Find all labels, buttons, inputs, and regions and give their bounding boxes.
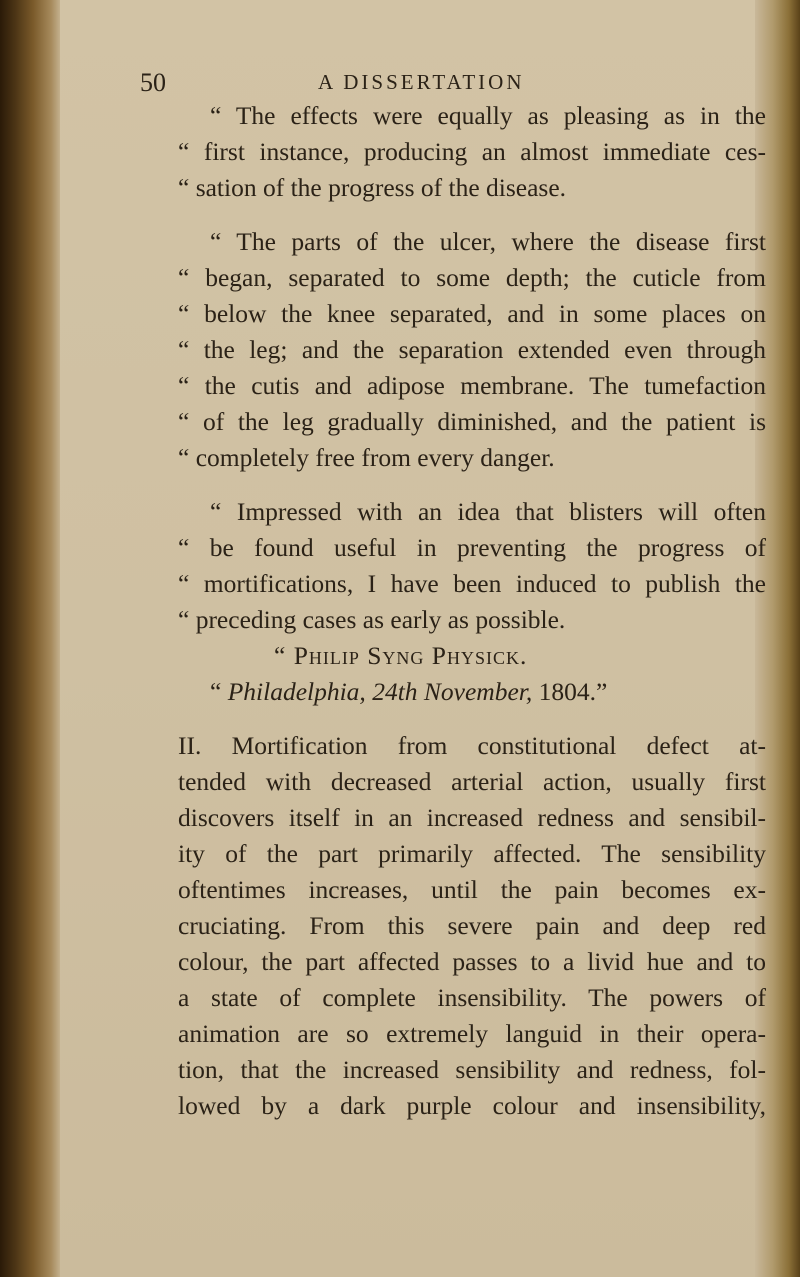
paragraph-ulcer [178,224,766,476]
text-line: a state of complete insensibility. The powers of [178,983,766,1012]
paragraph-blisters [178,494,766,638]
text-line: animation are so extremely languid in their opera- [178,1019,766,1048]
running-title: A DISSERTATION [318,70,525,94]
text-line: oftentimes increases, until the pain becomes ex- [178,875,766,904]
text-line: tended with decreased arterial action, usually first [178,767,766,796]
page-number: 50 [140,68,166,97]
text-line: “ Impressed with an idea that blisters will often [210,497,766,526]
book-binding-left [0,0,60,1277]
signature-date: 24th November, [372,677,533,706]
text-line: “ the cutis and adipose membrane. The tumefaction [178,371,766,400]
text-line: “ below the knee separated, and in some places on [178,299,766,328]
signature-year: 1804.” [538,677,608,706]
paragraph-gap [178,206,766,224]
text-line: tion, that the increased sensibility and redness, fol- [178,1055,766,1084]
paragraph-gap [178,710,766,728]
signature-place: Philadelphia, [227,677,366,706]
text-line: discovers itself in an increased redness and sensibil- [178,803,766,832]
text-line: “ be found useful in preventing the progress of [178,533,766,562]
text-line: “ sation of the progress of the disease. [178,173,567,202]
text-line: colour, the part affected passes to a livid hue and to [178,947,766,976]
text-line: “ preceding cases as early as possible. [178,605,566,634]
signature-quote: “ [210,677,228,706]
text-line: “ mortifications, I have been induced to publish the [178,569,766,598]
text-line: ity of the part primarily affected. The sensibility [178,839,766,868]
text-line: II. Mortification from constitutional defect at- [178,731,766,760]
text-line: cruciating. From this severe pain and deep red [178,911,766,940]
signature-name: “ Philip Syng Physick. [274,641,528,670]
text-line: “ completely free from every danger. [178,443,555,472]
paragraph-effects [178,98,766,206]
page-body [178,98,766,1124]
text-line: “ The effects were equally as pleasing as in the [210,101,766,130]
text-line: “ The parts of the ulcer, where the disease first [210,227,766,256]
text-line: “ first instance, producing an almost immediate ces- [178,137,766,166]
paragraph-mortification [178,728,766,1124]
text-line: lowed by a dark purple colour and insensibility, [178,1091,766,1120]
text-line: “ of the leg gradually diminished, and the patient is [178,407,766,436]
signature-place-date [178,674,766,710]
text-line: “ began, separated to some depth; the cuticle from [178,263,766,292]
paragraph-gap [178,476,766,494]
text-line: “ the leg; and the separation extended even through [178,335,766,364]
